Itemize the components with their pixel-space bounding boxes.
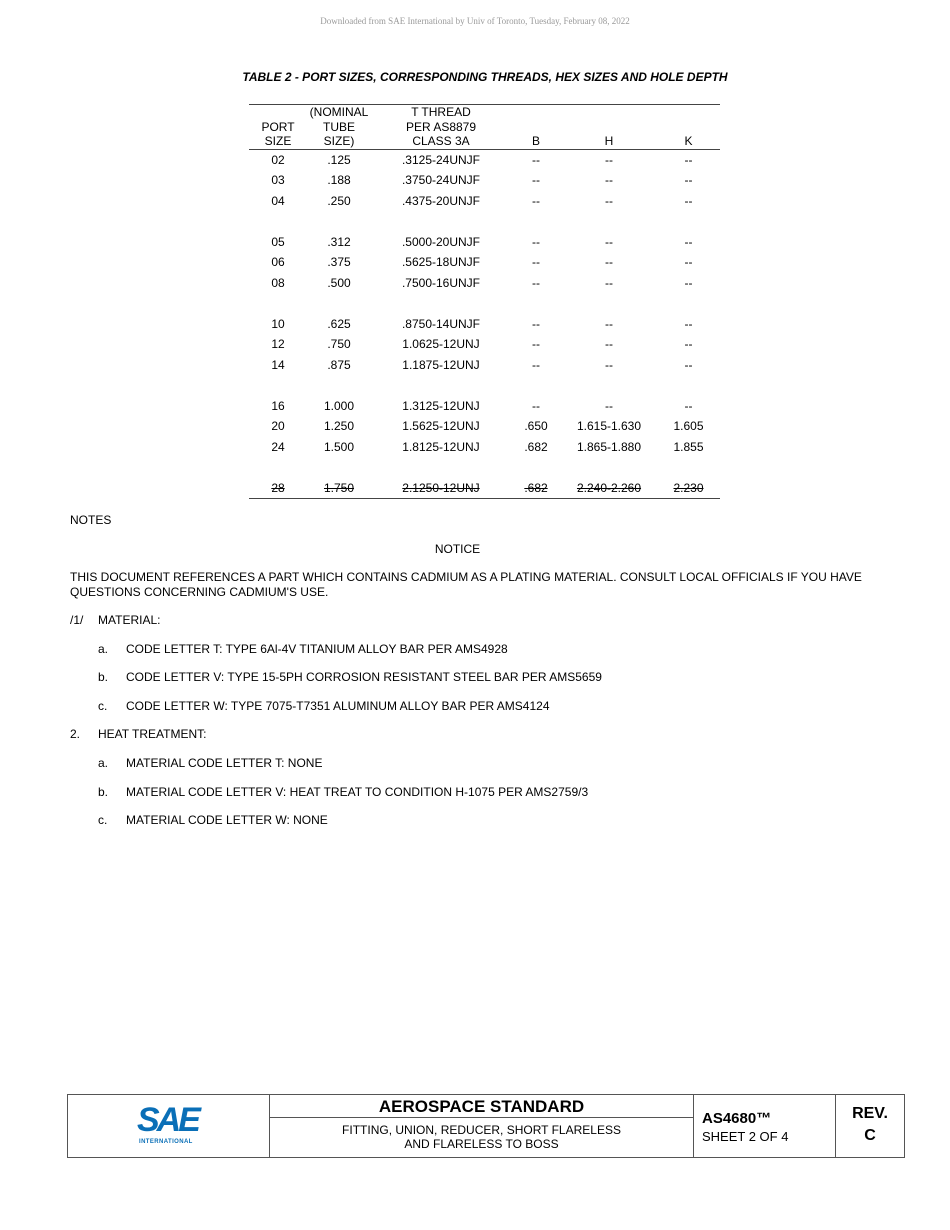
material-note-number: /1/ (70, 613, 84, 627)
table-row (249, 314, 720, 335)
cell-b-value: -- (532, 173, 540, 188)
cell-b-value: -- (532, 357, 540, 372)
cell-k-value: 2.230 (657, 478, 720, 499)
cell-port-size: 12 (271, 337, 285, 352)
cell-tube-size: 1.750 (307, 478, 371, 499)
cell-b-value: -- (532, 316, 540, 331)
sae-logo-cell (68, 1095, 270, 1157)
cell-h-value: -- (605, 255, 613, 270)
table-row (249, 355, 720, 376)
cell-thread: 1.8125-12UNJ (402, 439, 480, 454)
table-row (249, 437, 720, 458)
material-a-marker: a. (98, 642, 109, 656)
cell-h-value: -- (605, 357, 613, 372)
cell-h-value: -- (605, 275, 613, 290)
notes-heading: NOTES (70, 513, 112, 527)
table-spacer-row (249, 293, 720, 314)
cell-tube-size: .750 (327, 337, 351, 352)
cell-h-value: 1.865-1.880 (576, 439, 642, 454)
table-spacer-row (249, 375, 720, 396)
header-nominal-tube-size: (NOMINAL TUBE SIZE) (307, 105, 371, 150)
cell-b-value: -- (532, 398, 540, 413)
cell-port-size: 24 (271, 439, 285, 454)
cell-tube-size: .875 (327, 357, 351, 372)
cell-h-value: -- (605, 234, 613, 249)
standard-title-cell (270, 1095, 694, 1157)
header-b: B (511, 105, 561, 150)
cell-k-value: -- (684, 316, 693, 331)
cell-tube-size: .500 (327, 275, 351, 290)
cell-thread: .7500-16UNJF (401, 275, 481, 290)
cell-k-value: -- (684, 234, 693, 249)
table-title: TABLE 2 - PORT SIZES, CORRESPONDING THREADS, HEX SIZES AND HOLE DEPTH (242, 70, 728, 84)
cell-h-value: -- (605, 152, 613, 167)
cell-h-value: -- (605, 337, 613, 352)
cell-tube-size: 1.500 (323, 439, 355, 454)
cell-port-size: 03 (271, 173, 285, 188)
cell-b-value: -- (532, 275, 540, 290)
cell-h-value: 1.615-1.630 (576, 419, 642, 434)
cell-b-value: -- (532, 255, 540, 270)
cell-h-value: -- (605, 193, 613, 208)
notice-heading: NOTICE (434, 542, 481, 556)
table-row (249, 149, 720, 170)
cell-port-size: 20 (271, 419, 285, 434)
cell-port-size: 02 (271, 152, 285, 167)
material-c-marker: c. (98, 699, 108, 713)
table-row (249, 416, 720, 437)
cell-tube-size: .625 (327, 316, 351, 331)
document-subtitle: FITTING, UNION, REDUCER, SHORT FLARELESS AND FLARELESS TO BOSS (342, 1123, 621, 1151)
cell-thread: .3750-24UNJF (401, 173, 481, 188)
cell-tube-size: 1.250 (323, 419, 355, 434)
heat-a-marker: a. (98, 756, 109, 770)
heat-b-marker: b. (98, 785, 109, 799)
table-row (249, 478, 720, 499)
title-block (67, 1094, 905, 1158)
table-row (249, 252, 720, 273)
cell-k-value: -- (684, 337, 693, 352)
table-row (249, 396, 720, 417)
revision-label: REV. (852, 1105, 888, 1122)
cell-tube-size: .375 (327, 255, 351, 270)
cell-port-size: 28 (249, 478, 307, 499)
table-row (249, 273, 720, 294)
sheet-number: SHEET 2 OF 4 (702, 1129, 789, 1144)
cell-thread: 1.3125-12UNJ (402, 398, 480, 413)
cell-tube-size: 1.000 (323, 398, 355, 413)
cell-thread: .8750-14UNJF (401, 316, 481, 331)
material-label: MATERIAL: (98, 613, 161, 627)
revision-value: C (864, 1127, 876, 1144)
cell-tube-size: .250 (327, 193, 351, 208)
cell-h-value: -- (605, 173, 613, 188)
cell-thread: 2.1250-12UNJ (371, 478, 511, 499)
table-row (249, 232, 720, 253)
cell-thread: 1.0625-12UNJ (402, 337, 480, 352)
cell-k-value: -- (684, 173, 693, 188)
standard-title: AEROSPACE STANDARD (270, 1095, 693, 1118)
table-spacer-row (249, 457, 720, 478)
heat-treatment-label: HEAT TREATMENT: (98, 727, 207, 741)
cell-k-value: -- (684, 255, 693, 270)
revision-cell (836, 1095, 904, 1157)
cell-b-value: .682 (511, 478, 561, 499)
cell-port-size: 04 (271, 193, 285, 208)
material-item-c: CODE LETTER W: TYPE 7075-T7351 ALUMINUM ALLOY BAR PER AMS4124 (126, 699, 550, 713)
cell-k-value: -- (684, 275, 693, 290)
cell-thread: .3125-24UNJF (401, 152, 481, 167)
cell-h-value: -- (605, 316, 613, 331)
header-port-size: PORT SIZE (249, 105, 307, 150)
cell-k-value: 1.855 (673, 439, 704, 454)
header-t-thread: T THREAD PER AS8879 CLASS 3A (371, 105, 511, 150)
sae-logo-subtext: INTERNATIONAL (139, 1139, 193, 1145)
cell-port-size: 08 (271, 275, 285, 290)
heat-item-c: MATERIAL CODE LETTER W: NONE (126, 813, 328, 827)
cell-k-value: -- (684, 398, 693, 413)
document-number: AS4680™ (702, 1110, 772, 1127)
cell-b-value: -- (532, 152, 540, 167)
sae-logo: SAE (137, 1101, 198, 1139)
cell-k-value: -- (684, 357, 693, 372)
cell-k-value: -- (684, 152, 693, 167)
heat-item-a: MATERIAL CODE LETTER T: NONE (126, 756, 323, 770)
header-h: H (561, 105, 657, 150)
material-b-marker: b. (98, 670, 109, 684)
cell-k-value: 1.605 (673, 419, 704, 434)
material-item-a: CODE LETTER T: TYPE 6Al-4V TITANIUM ALLOY BAR PER AMS4928 (126, 642, 508, 656)
cell-b-value: .682 (524, 439, 548, 454)
table-row (249, 191, 720, 212)
cell-b-value: -- (532, 193, 540, 208)
table-row (249, 170, 720, 191)
cell-b-value: .650 (524, 419, 548, 434)
cell-thread: .4375-20UNJF (401, 193, 481, 208)
cell-tube-size: .188 (327, 173, 351, 188)
table-spacer-row (249, 211, 720, 232)
cell-port-size: 14 (271, 357, 285, 372)
material-item-b: CODE LETTER V: TYPE 15-5PH CORROSION RESISTANT STEEL BAR PER AMS5659 (126, 670, 602, 684)
table-row (249, 334, 720, 355)
notice-text: THIS DOCUMENT REFERENCES A PART WHICH CONTAINS CADMIUM AS A PLATING MATERIAL. CONSULT LOCAL OFFICIALS IF YOU HAVE QUESTIONS CONCERNING CADMIUM'S USE. (70, 570, 862, 599)
table-header-row (249, 105, 720, 150)
download-watermark: Downloaded from SAE International by Univ of Toronto, Tuesday, February 08, 2022 (320, 16, 630, 26)
cell-b-value: -- (532, 337, 540, 352)
cell-thread: .5625-18UNJF (401, 255, 481, 270)
cell-thread: 1.5625-12UNJ (402, 419, 480, 434)
heat-c-marker: c. (98, 813, 108, 827)
cell-port-size: 10 (271, 316, 285, 331)
document-number-cell (694, 1095, 836, 1157)
cell-tube-size: .125 (327, 152, 351, 167)
cell-port-size: 16 (271, 398, 285, 413)
cell-thread: 1.1875-12UNJ (402, 357, 480, 372)
cell-k-value: -- (684, 193, 693, 208)
cell-port-size: 05 (271, 234, 285, 249)
cell-h-value: -- (605, 398, 613, 413)
cell-h-value: 2.240-2.260 (561, 478, 657, 499)
header-k: K (657, 105, 720, 150)
cell-b-value: -- (532, 234, 540, 249)
cell-port-size: 06 (271, 255, 285, 270)
cell-thread: .5000-20UNJF (401, 234, 481, 249)
cell-tube-size: .312 (327, 234, 351, 249)
heat-item-b: MATERIAL CODE LETTER V: HEAT TREAT TO CONDITION H-1075 PER AMS2759/3 (126, 785, 589, 799)
heat-note-number: 2. (70, 727, 81, 741)
port-sizes-table (249, 104, 720, 499)
